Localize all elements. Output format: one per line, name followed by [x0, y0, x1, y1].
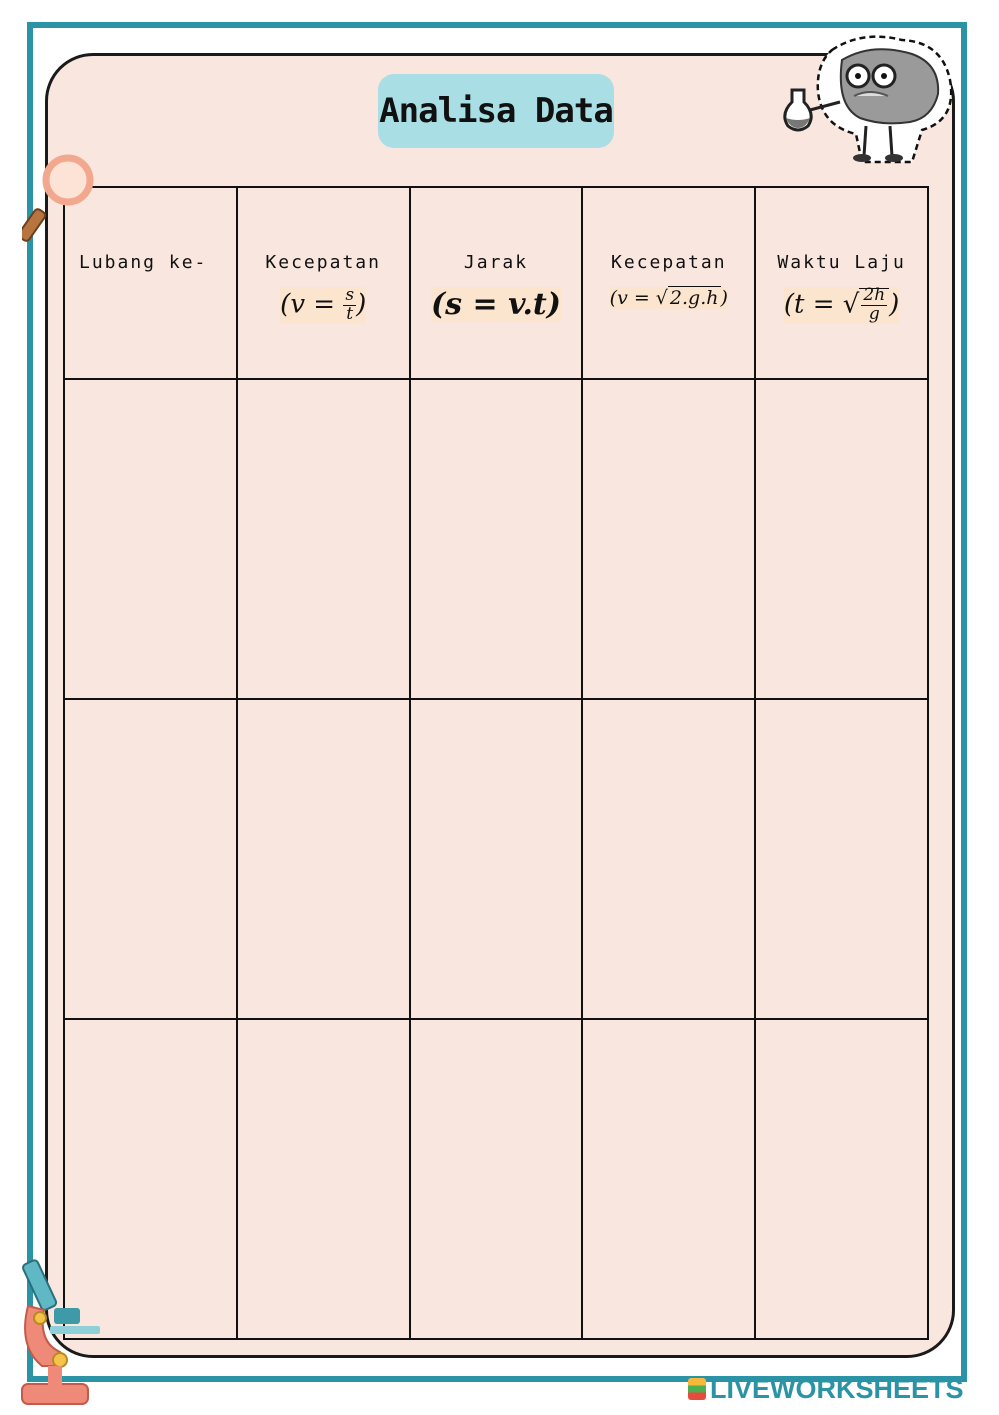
answer-cell[interactable] — [410, 379, 583, 699]
answer-cell[interactable] — [755, 1019, 928, 1339]
answer-cell[interactable] — [410, 1019, 583, 1339]
watermark-text: LIVEWORKSHEETS — [710, 1374, 964, 1404]
answer-cell[interactable] — [755, 379, 928, 699]
header-cell-distance — [410, 187, 583, 379]
table-row — [64, 379, 928, 699]
liveworksheets-logo-icon — [688, 1378, 706, 1400]
header-cell-velocity — [237, 187, 410, 379]
header-cell-velocity-torricelli — [582, 187, 755, 379]
answer-cell[interactable] — [64, 699, 237, 1019]
answer-cell[interactable] — [582, 1019, 755, 1339]
header-label: Waktu Laju — [777, 252, 906, 273]
liveworksheets-watermark — [688, 1374, 964, 1405]
header-label: Kecepatan — [611, 252, 727, 273]
answer-cell[interactable] — [582, 699, 755, 1019]
answer-cell[interactable] — [582, 379, 755, 699]
header-label: Lubang ke- — [79, 252, 208, 273]
magnifier-icon — [22, 150, 102, 246]
answer-cell[interactable] — [64, 379, 237, 699]
header-cell-time — [755, 187, 928, 379]
page-title: Analisa Data — [378, 74, 614, 148]
header-row — [64, 187, 928, 379]
formula-distance: (s = v.t) — [430, 287, 561, 322]
formula-velocity: (v = $\frac{s}{t}$ ) — [280, 285, 367, 324]
scientist-brain-icon — [772, 30, 958, 170]
table-row — [64, 1019, 928, 1339]
analysis-table — [63, 186, 929, 1340]
formula-time: (t = √ $\frac{2h}{g}$ ) — [783, 285, 900, 324]
answer-cell[interactable] — [237, 1019, 410, 1339]
table-row — [64, 699, 928, 1019]
answer-cell[interactable] — [237, 699, 410, 1019]
header-label: Kecepatan — [265, 252, 381, 273]
microscope-icon — [14, 1256, 110, 1412]
answer-cell[interactable] — [237, 379, 410, 699]
header-label: Jarak — [463, 252, 529, 273]
answer-cell[interactable] — [410, 699, 583, 1019]
answer-cell[interactable] — [755, 699, 928, 1019]
formula-torricelli: (v = √ 2.g.h ) — [609, 287, 728, 309]
